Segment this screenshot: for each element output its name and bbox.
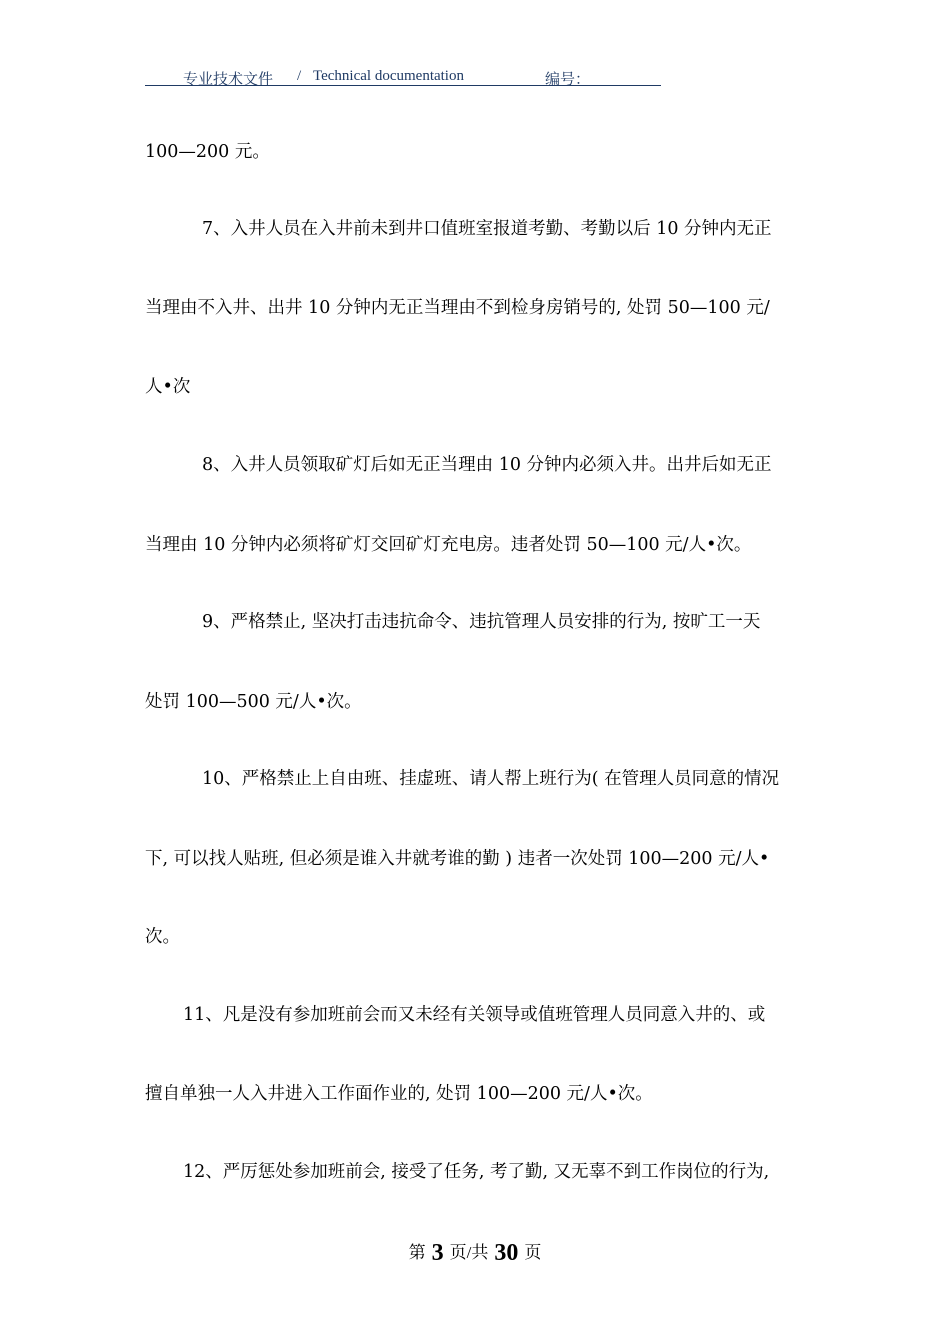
body-line: 当理由 10 分钟内必须将矿灯交回矿灯充电房。违者处罚 50—100 元/人•次。 [145,535,752,555]
body-line: 100—200 元。 [145,142,270,162]
total-pages-number: 30 [494,1240,519,1266]
body-line: 12、严厉惩处参加班前会, 接受了任务, 考了勤, 又无辜不到工作岗位的行为, [183,1162,770,1182]
body-line: 11、凡是没有参加班前会而又未经有关领导或值班管理人员同意入井的、或 [183,1005,766,1025]
footer-suffix: 页 [524,1243,542,1262]
body-line: 处罚 100—500 元/人•次。 [145,692,362,712]
body-line: 次。 [145,927,180,947]
body-line: 擅自单独一人入井进入工作面作业的, 处罚 100—200 元/人•次。 [145,1084,653,1104]
body-line: 下, 可以找人贴班, 但必须是谁入井就考谁的勤 ) 违者一次处罚 100—200 元/人• [145,849,770,869]
header-doc-type-en: Technical documentation [313,68,464,84]
footer-prefix: 第 [408,1243,426,1262]
page-footer [0,1238,950,1267]
body-line: 8、入井人员领取矿灯后如无正当理由 10 分钟内必须入井。出井后如无正 [202,455,772,475]
current-page-number: 3 [431,1240,444,1266]
body-line: 当理由不入井、出井 10 分钟内无正当理由不到检身房销号的, 处罚 50—100 元/ [145,298,770,318]
body-line: 9、严格禁止, 坚决打击违抗命令、违抗管理人员安排的行为, 按旷工一天 [202,612,761,632]
body-line: 10、严格禁止上自由班、挂虚班、请人帮上班行为( 在管理人员同意的情况 [202,769,780,789]
body-line: 人•次 [145,377,191,397]
page-header [145,66,661,86]
footer-middle: 页/共 [449,1243,489,1262]
header-doc-type: 专业技术文件 [183,72,274,88]
body-line: 7、入井人员在入井前未到井口值班室报道考勤、考勤以后 10 分钟内无正 [202,219,772,239]
header-number-label: 编号： [545,72,591,88]
header-separator: / [297,68,302,84]
